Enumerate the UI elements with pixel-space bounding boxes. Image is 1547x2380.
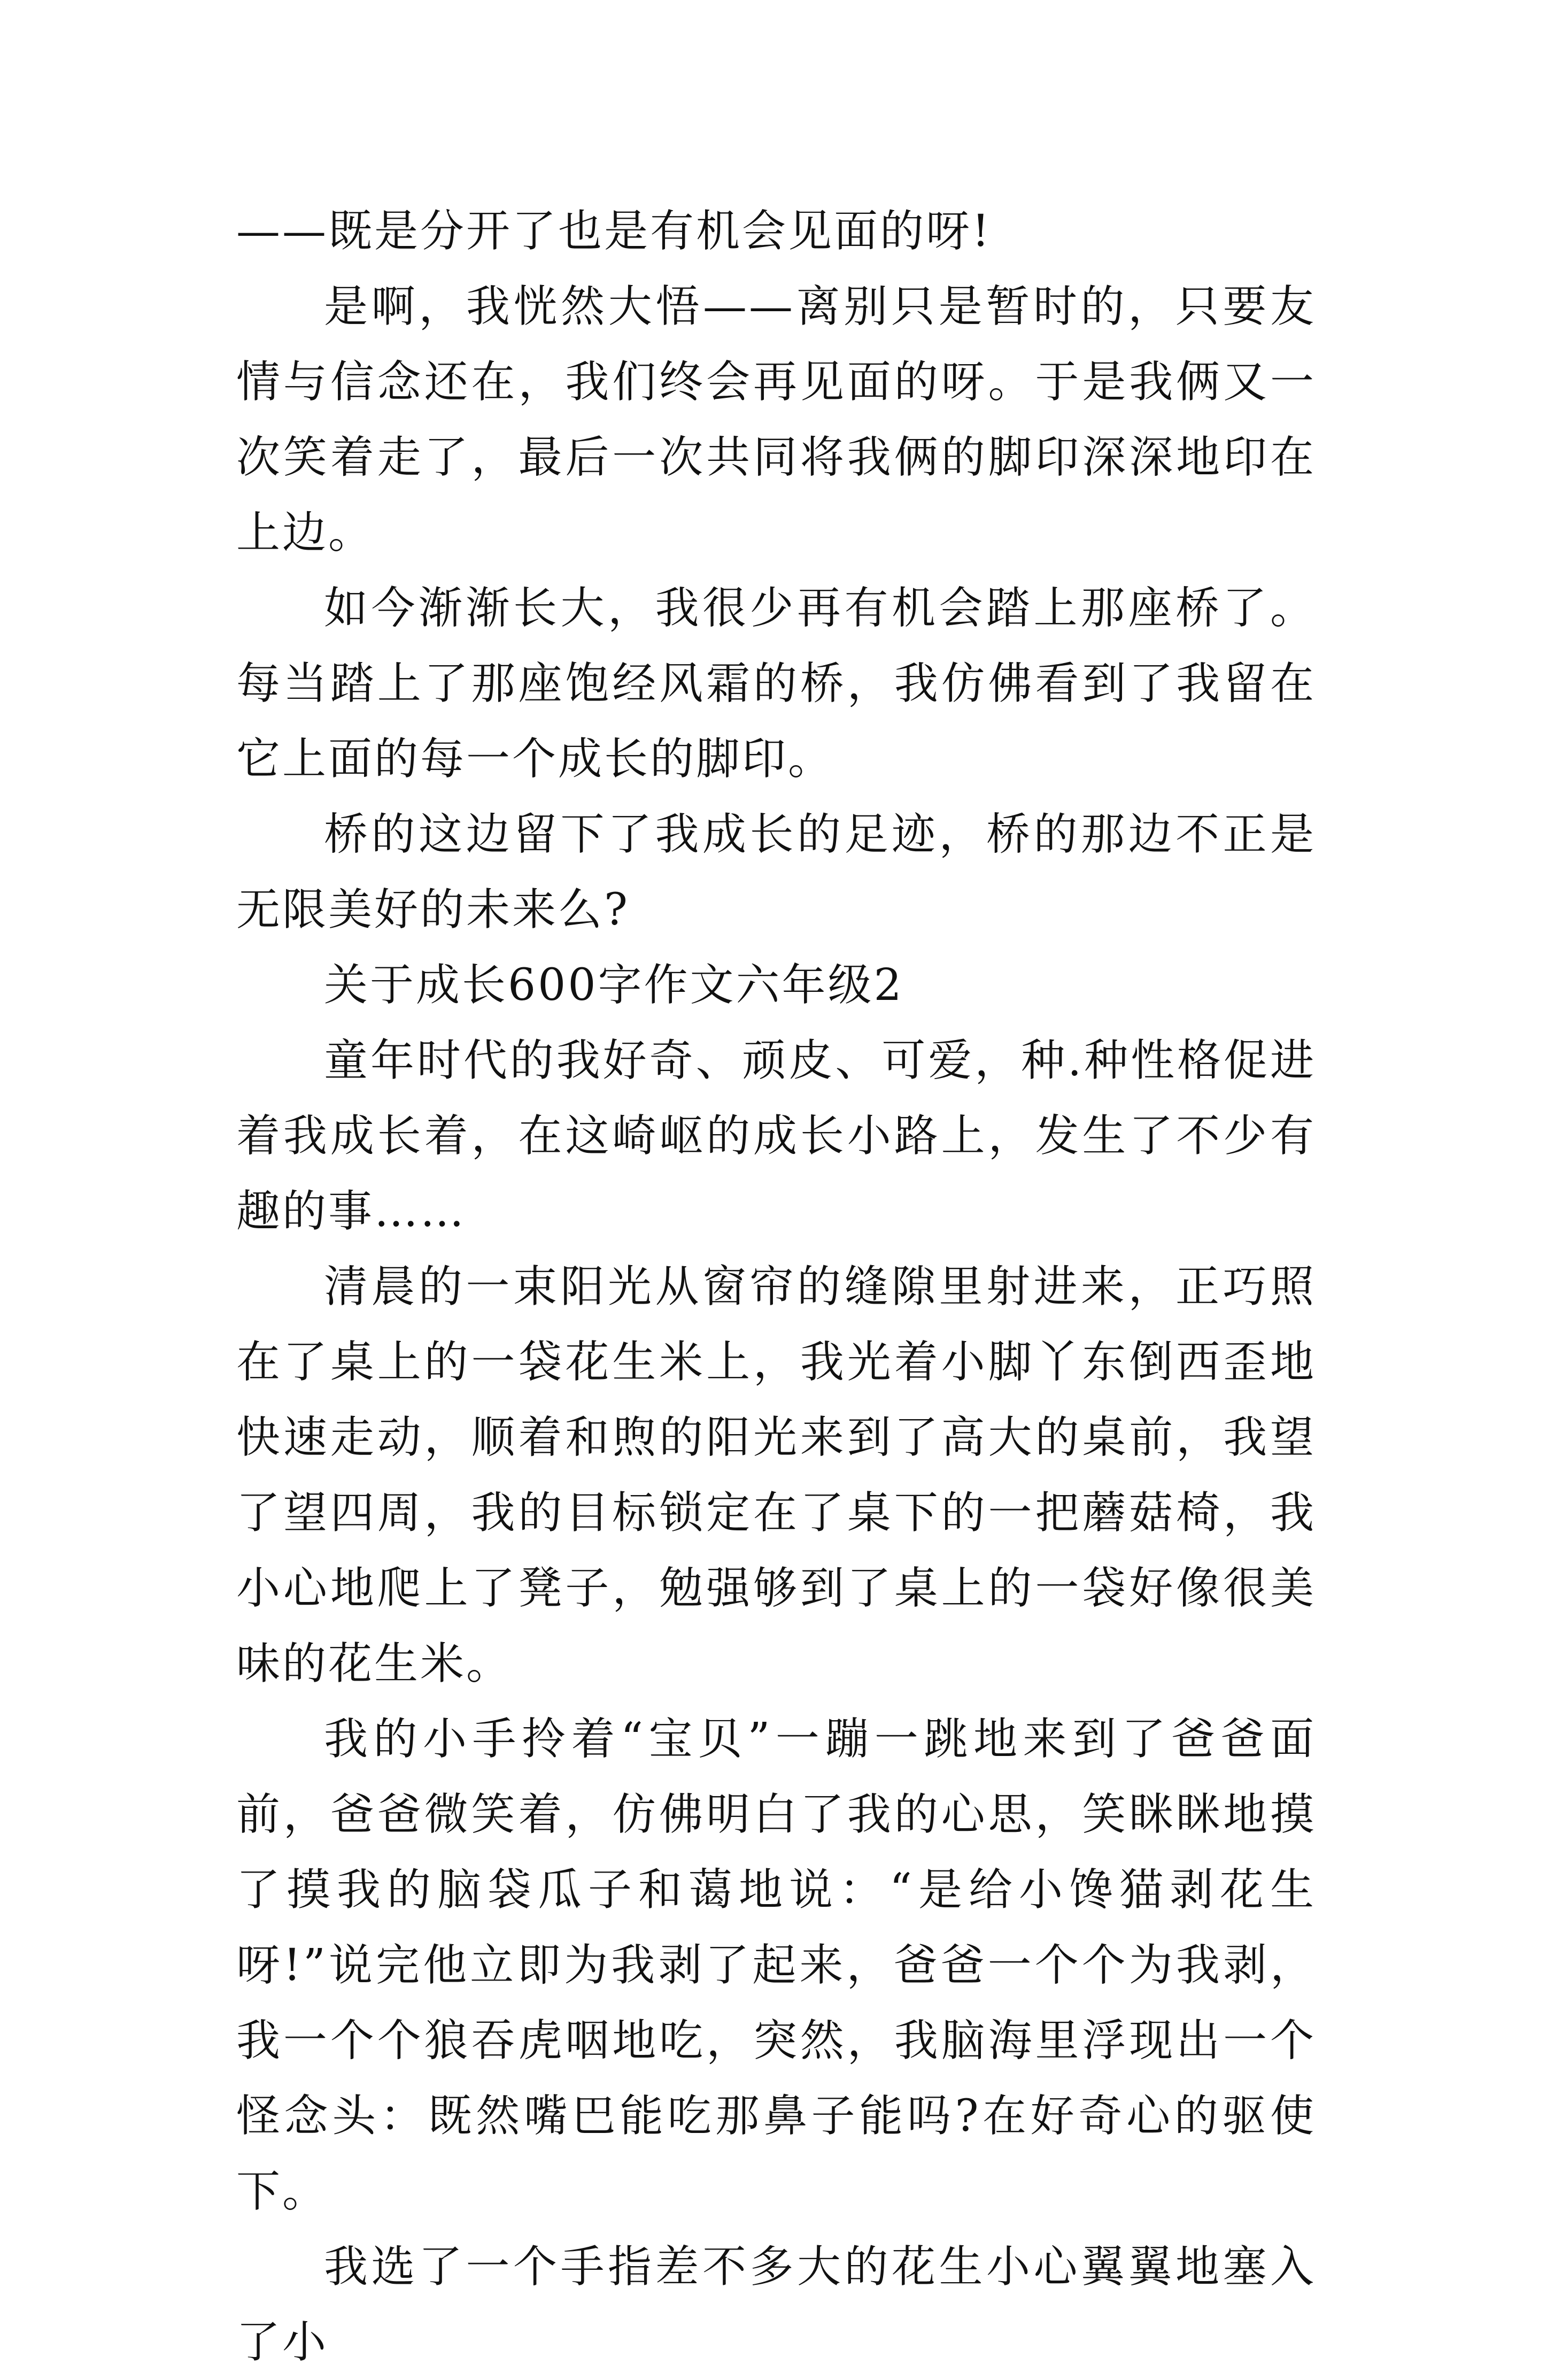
paragraph: 我的小手拎着“宝贝”一蹦一跳地来到了爸爸面前，爸爸微笑着，仿佛明白了我的心思，笑眯眯地摸了摸我的脑袋瓜子和蔼地说：“是给小馋猫剥花生呀!”说完他立即为我剥了起来，爸爸一个个为我剥，我一个个狼吞虎咽地吃，突然，我脑海里浮现出一个怪念头：既然嘴巴能吃那鼻子能吗?在好奇心的驱使下。 [236,1714,1316,2217]
paragraph: 如今渐渐长大，我很少再有机会踏上那座桥了。每当踏上了那座饱经风霜的桥，我仿佛看到了我留在它上面的每一个成长的脚印。 [236,583,1316,784]
paragraph-continuation: ——既是分开了也是有机会见面的呀! [236,206,992,257]
document-body [236,194,1316,2380]
paragraph: 是啊，我恍然大悟——离别只是暂时的，只要友情与信念还在，我们终会再见面的呀。于是我俩又一次笑着走了，最后一次共同将我俩的脚印深深地印在上边。 [236,281,1316,558]
paragraph: 清晨的一束阳光从窗帘的缝隙里射进来，正巧照在了桌上的一袋花生米上，我光着小脚丫东倒西歪地快速走动，顺着和煦的阳光来到了高大的桌前，我望了望四周，我的目标锁定在了桌下的一把蘑菇椅，我小心地爬上了凳子，勉强够到了桌上的一袋好像很美味的花生米。 [236,1261,1316,1689]
paragraph: 童年时代的我好奇、顽皮、可爱，种.种性格促进着我成长着，在这崎岖的成长小路上，发生了不少有趣的事…… [236,1035,1316,1237]
section-heading: 关于成长600字作文六年级2 [324,960,904,1011]
paragraph: 桥的这边留下了我成长的足迹，桥的那边不正是无限美好的未来么? [236,809,1316,935]
paragraph: 我选了一个手指差不多大的花生小心翼翼地塞入了小 [236,2242,1316,2368]
